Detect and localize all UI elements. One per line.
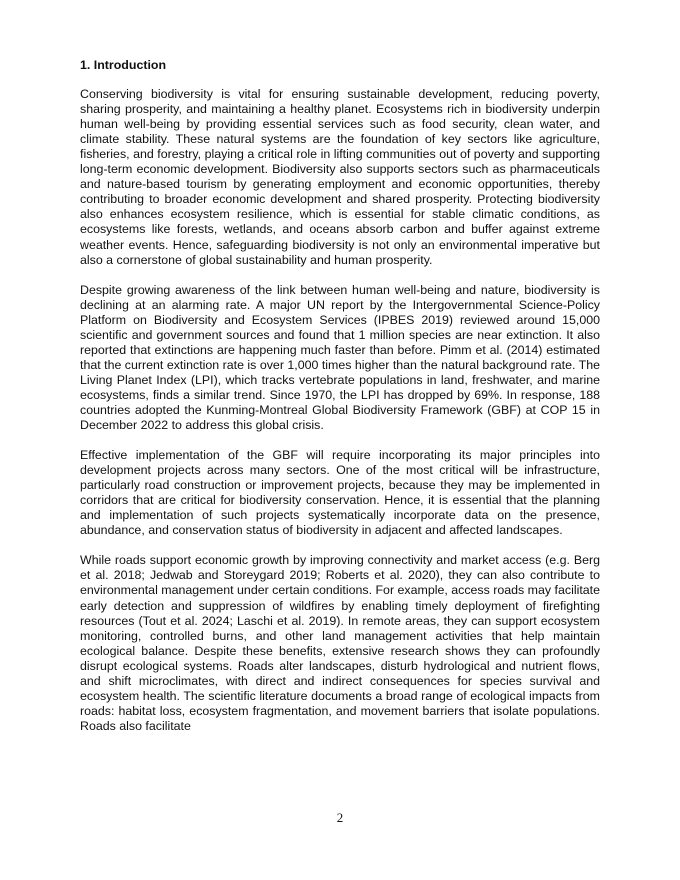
paragraph-4: While roads support economic growth by improving connectivity and market access (e.g. Berg et al. 2018; Jedwab and Storeygard 2019; Roberts et al. 2020), they can also contribute to environmental management under certain conditions. For example, access roads may facilitate early detection and suppression of wildfires by enabling timely deployment of firefighting resources (Tout et al. 2024; Laschi et al. 2019). In remote areas, they can support ecosystem monitoring, controlled burns, and other land management activities that help maintain ecological balance. Despite these benefits, extensive research shows they can profoundly disrupt ecological systems. Roads alter landscapes, disturb hydrological and nutrient flows, and shift microclimates, with direct and indirect consequences for species survival and ecosystem health. The scientific literature documents a broad range of ecological impacts from roads: habitat loss, ecosystem fragmentation, and movement barriers that isolate populations. Roads also facilitate xyxy=(80,553,600,733)
section-heading: 1. Introduction xyxy=(80,58,167,72)
paragraph-2: Despite growing awareness of the link between human well-being and nature, biodiversity is declining at an alarming rate. A major UN report by the Intergovernmental Science-Policy Platform on Biodiversity and Ecosystem Services (IPBES 2019) reviewed around 15,000 scientific and government sources and found that 1 million species are near extinction. It also reported that extinctions are happening much faster than before. Pimm et al. (2014) estimated that the current extinction rate is over 1,000 times higher than the natural background rate. The Living Planet Index (LPI), which tracks vertebrate populations in land, freshwater, and marine ecosystems, finds a similar trend. Since 1970, the LPI has dropped by 69%. In response, 188 countries adopted the Kunming-Montreal Global Biodiversity Framework (GBF) at COP 15 in December 2022 to address this global crisis. xyxy=(80,282,600,433)
body-text xyxy=(80,58,600,749)
paragraph-1: Conserving biodiversity is vital for ensuring sustainable development, reducing poverty, sharing prosperity, and maintaining a healthy planet. Ecosystems rich in biodiversity underpin human well-being by providing essential services such as food security, clean water, and climate stability. These natural systems are the foundation of key sectors like agriculture, fisheries, and forestry, playing a critical role in lifting communities out of poverty and supporting long-term economic development. Biodiversity also supports sectors such as pharmaceuticals and nature-based tourism by generating employment and economic opportunities, thereby contributing to broader economic development and shared prosperity. Protecting biodiversity also enhances ecosystem resilience, which is essential for stable climatic conditions, as ecosystems like forests, wetlands, and oceans absorb carbon and buffer against extreme weather events. Hence, safeguarding biodiversity is not only an environmental imperative but also a cornerstone of global sustainability and human prosperity. xyxy=(80,87,600,267)
page-number: 2 xyxy=(336,810,344,825)
paragraph-3: Effective implementation of the GBF will require incorporating its major principles into development projects across many sectors. One of the most critical will be infrastructure, particularly road construction or improvement projects, because they may be implemented in corridors that are critical for biodiversity conservation. Hence, it is essential that the planning and implementation of such projects systematically incorporate data on the presence, abundance, and conservation status of biodiversity in adjacent and affected landscapes. xyxy=(80,448,600,538)
